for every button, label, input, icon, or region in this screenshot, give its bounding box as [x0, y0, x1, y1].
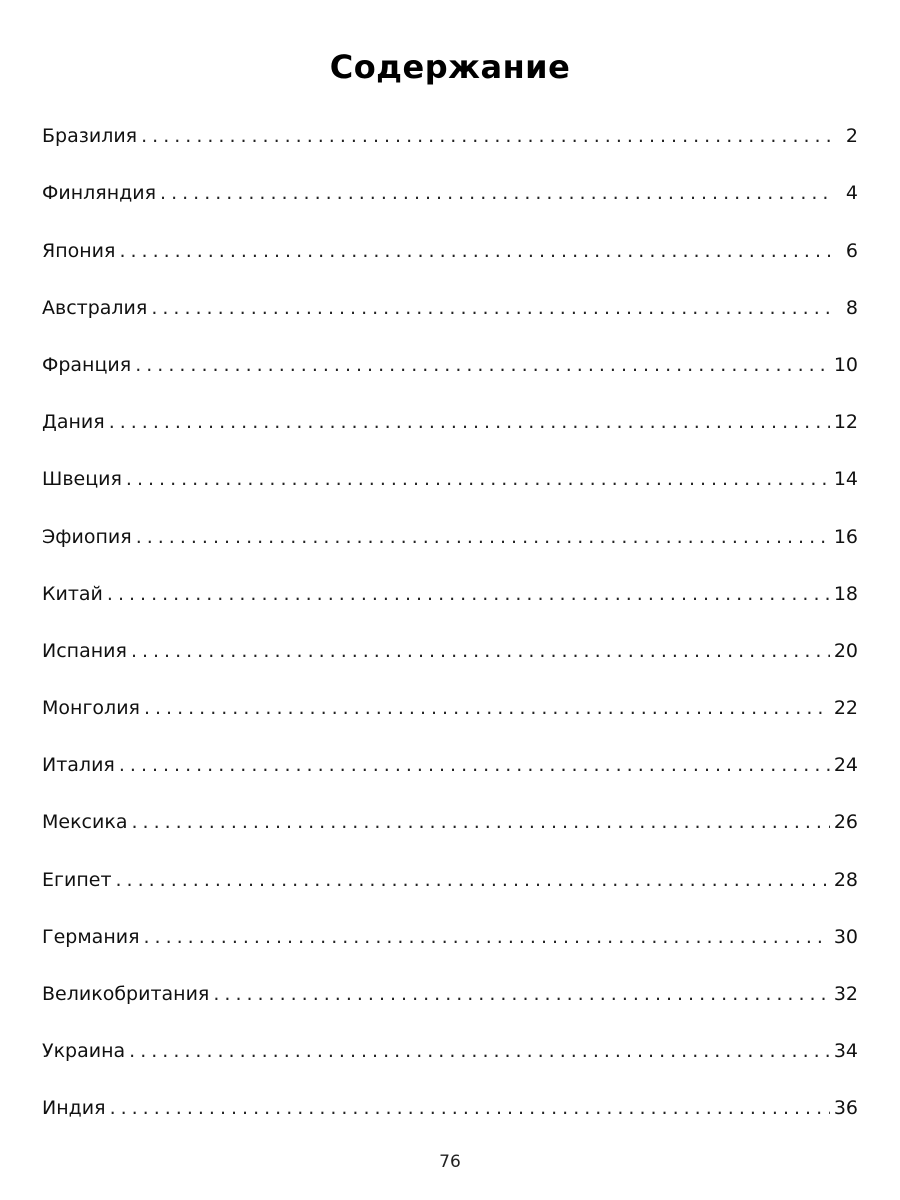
toc-entry-page: 32 — [833, 983, 858, 1005]
dot-leader — [160, 182, 830, 204]
toc-entry-label: Франция — [42, 353, 132, 376]
toc-entry-label: Испания — [42, 639, 127, 662]
toc-entry[interactable] — [42, 331, 858, 388]
toc-entry[interactable] — [42, 903, 858, 960]
toc-entry-page: 20 — [833, 639, 858, 662]
dot-leader — [129, 1040, 830, 1062]
dot-leader — [119, 240, 830, 262]
table-of-contents — [42, 102, 858, 1131]
dot-leader — [141, 125, 830, 147]
toc-entry-label: Монголия — [42, 697, 140, 720]
toc-entry-label: Дания — [42, 411, 105, 434]
toc-entry-label: Швеция — [42, 468, 122, 491]
toc-entry[interactable] — [42, 502, 858, 559]
toc-entry[interactable] — [42, 617, 858, 674]
toc-entry-page: 8 — [845, 296, 858, 319]
toc-entry[interactable] — [42, 388, 858, 445]
toc-entry-page: 16 — [833, 525, 858, 548]
dot-leader — [144, 697, 830, 719]
toc-entry-page: 6 — [845, 239, 858, 262]
toc-entry[interactable] — [42, 159, 858, 216]
toc-entry-page: 26 — [833, 811, 858, 834]
toc-entry-label: Египет — [42, 868, 112, 891]
dot-leader — [116, 869, 830, 891]
dot-leader — [109, 411, 830, 433]
toc-entry[interactable] — [42, 674, 858, 731]
toc-entry[interactable] — [42, 1017, 858, 1074]
toc-entry[interactable] — [42, 216, 858, 273]
toc-entry[interactable] — [42, 960, 858, 1017]
toc-entry-label: Финляндия — [42, 182, 157, 205]
dot-leader — [131, 640, 830, 662]
toc-entry-page: 10 — [833, 353, 858, 376]
toc-entry-page: 18 — [833, 582, 858, 605]
toc-entry[interactable] — [42, 274, 858, 331]
toc-entry-page: 28 — [833, 868, 858, 891]
dot-leader — [135, 354, 830, 376]
dot-leader — [110, 1097, 830, 1119]
toc-entry-page: 22 — [833, 697, 858, 720]
dot-leader — [144, 926, 830, 948]
toc-entry-label: Украина — [42, 1040, 126, 1063]
dot-leader — [131, 811, 830, 833]
toc-entry-page: 36 — [833, 1097, 858, 1120]
toc-entry-page: 30 — [833, 925, 858, 948]
toc-entry[interactable] — [42, 445, 858, 502]
dot-leader — [136, 526, 830, 548]
toc-entry[interactable] — [42, 845, 858, 902]
toc-entry-page: 12 — [833, 411, 858, 434]
page-title: Содержание — [329, 48, 571, 86]
toc-entry-label: Китай — [42, 582, 103, 605]
toc-entry-page: 4 — [845, 182, 858, 205]
dot-leader — [213, 983, 830, 1005]
toc-entry-label: Эфиопия — [42, 525, 132, 548]
dot-leader — [126, 468, 830, 490]
toc-entry-page: 34 — [833, 1040, 858, 1063]
toc-entry[interactable] — [42, 1074, 858, 1131]
toc-entry[interactable] — [42, 102, 858, 159]
toc-entry[interactable] — [42, 788, 858, 845]
toc-entry-page: 24 — [833, 754, 858, 777]
toc-entry[interactable] — [42, 560, 858, 617]
page-number: 76 — [439, 1152, 461, 1172]
toc-entry-page: 2 — [845, 125, 858, 148]
toc-entry-label: Австралия — [42, 296, 148, 319]
dot-leader — [107, 583, 830, 605]
toc-entry-label: Италия — [42, 754, 115, 777]
toc-entry-label: Мексика — [42, 811, 128, 834]
dot-leader — [119, 754, 830, 776]
toc-entry-label: Индия — [42, 1097, 106, 1120]
toc-entry-label: Великобритания — [42, 983, 210, 1005]
dot-leader — [151, 297, 830, 319]
toc-entry-label: Бразилия — [42, 125, 138, 148]
toc-entry-page: 14 — [833, 468, 858, 491]
toc-entry-label: Япония — [42, 239, 116, 262]
toc-entry[interactable] — [42, 731, 858, 788]
toc-entry-label: Германия — [42, 925, 140, 948]
